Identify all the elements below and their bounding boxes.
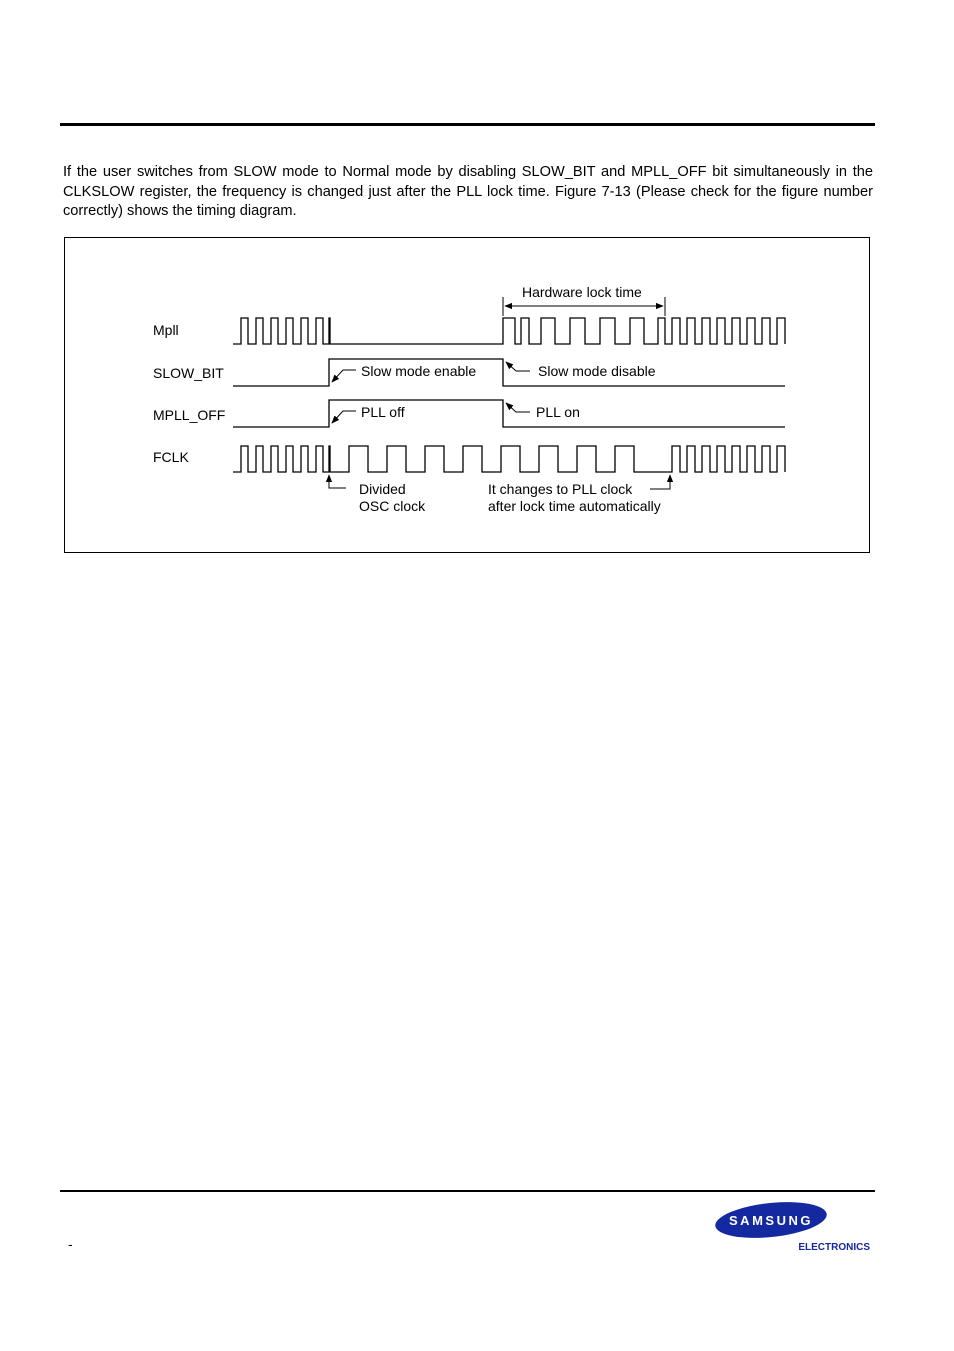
pll-off-pointer: [332, 411, 356, 423]
signal-label-fclk: FCLK: [153, 449, 189, 465]
pll-change-label-line1: It changes to PLL clock: [488, 481, 633, 497]
mpll-waveform: [233, 318, 785, 344]
signal-label-mpll-off: MPLL_OFF: [153, 407, 226, 423]
slow-disable-pointer: [506, 362, 530, 371]
divided-osc-pointer: [329, 475, 346, 488]
pll-change-pointer: [650, 475, 670, 489]
pll-on-pointer: [506, 403, 530, 412]
pll-change-label-line2: after lock time automatically: [488, 498, 661, 514]
hardware-lock-time-label: Hardware lock time: [522, 284, 642, 300]
fclk-waveform: [233, 446, 785, 472]
slow-mode-enable-label: Slow mode enable: [361, 363, 477, 379]
samsung-logo-wordmark: SAMSUNG: [729, 1213, 813, 1228]
divided-osc-label-line1: Divided: [359, 481, 406, 497]
electronics-logo-text: ELECTRONICS: [798, 1242, 870, 1253]
signal-label-mpll: Mpll: [153, 322, 179, 338]
slow-mode-disable-label: Slow mode disable: [538, 363, 656, 379]
divided-osc-label-line2: OSC clock: [359, 498, 426, 514]
footer-rule: [60, 1190, 875, 1192]
intro-paragraph: If the user switches from SLOW mode to Normal mode by disabling SLOW_BIT and MPLL_OFF bit simultaneously in the CLKSLOW register, the frequency is changed just after the PLL lock time. Figure 7-13 (Please check for the figure number correctly) shows the timing diagram.: [63, 164, 873, 219]
page-number-marker: -: [68, 1236, 73, 1252]
pll-off-label: PLL off: [361, 404, 405, 420]
slow-enable-pointer: [332, 370, 356, 382]
signal-label-slow-bit: SLOW_BIT: [153, 365, 224, 381]
timing-diagram: [0, 0, 954, 600]
samsung-electronics-logo: [712, 1198, 877, 1256]
mpll-off-waveform: [233, 400, 785, 427]
pll-on-label: PLL on: [536, 404, 580, 420]
slow-bit-waveform: [233, 359, 785, 386]
